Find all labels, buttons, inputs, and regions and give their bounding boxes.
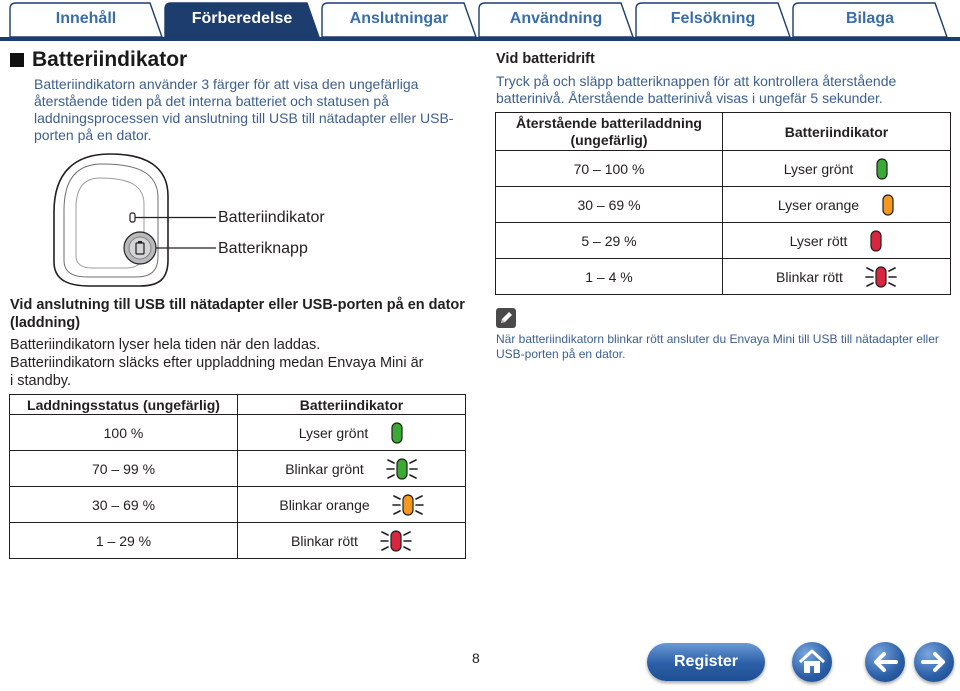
tab-6[interactable]	[791, 3, 949, 37]
tab-bar	[0, 0, 960, 42]
indicator-wrap	[238, 421, 465, 445]
tab-2[interactable]	[163, 3, 321, 37]
battery-level-table	[495, 112, 951, 295]
section-title	[10, 48, 187, 72]
home-icon	[792, 642, 832, 682]
battery-table-cell-indicator	[723, 151, 951, 187]
battery-table-cell-level: 1 – 4 %	[496, 259, 723, 295]
charging-table-row	[10, 415, 466, 451]
forward-button[interactable]	[914, 642, 954, 682]
battery-table-row	[496, 223, 951, 259]
charging-table-cell-level: 100 %	[10, 415, 238, 451]
pencil-icon	[496, 308, 516, 328]
indicator-wrap	[723, 157, 950, 181]
charging-table-cell-level: 1 – 29 %	[10, 523, 238, 559]
battery-mode-text: Tryck på och släpp batteriknappen för att kontrollera återstående batterinivå. Återstående batterinivå visas i ungefär 5 sekunder.	[496, 73, 897, 106]
led-icon	[875, 157, 889, 181]
blinking-led-icon	[380, 529, 412, 553]
battery-table-cell-indicator	[723, 223, 951, 259]
battery-table-row	[496, 151, 951, 187]
register-button[interactable]: Register	[647, 643, 765, 681]
battery-table-header-level: Återstående batteriladdning (ungefärlig)	[496, 113, 723, 151]
charging-table-header-indicator: Batteriindikator	[238, 395, 466, 415]
indicator-text: Lyser orange	[777, 196, 860, 213]
tab-5[interactable]	[634, 3, 792, 37]
indicator-text: Blinkar orange	[279, 496, 370, 513]
section-title-text: Batteriindikator	[32, 48, 188, 71]
battery-mode-heading: Vid batteridrift	[496, 51, 595, 67]
blinking-led-icon	[392, 493, 424, 517]
blinking-led-icon	[386, 457, 418, 481]
tab-4[interactable]	[477, 3, 635, 37]
battery-table-row	[496, 187, 951, 223]
indicator-wrap	[723, 265, 950, 289]
led-icon	[390, 421, 404, 445]
battery-table-row	[496, 259, 951, 295]
battery-table-cell-indicator	[723, 187, 951, 223]
charging-heading: Vid anslutning till USB till nätadapter eller USB-porten på en dator (laddning)	[10, 297, 465, 331]
tab-1[interactable]	[8, 3, 164, 37]
arrow-left-icon	[865, 642, 905, 682]
indicator-text: Lyser grönt	[783, 160, 854, 177]
battery-table-cell-level: 30 – 69 %	[496, 187, 723, 223]
tab-label: Anslutningar	[349, 10, 449, 27]
charging-table-cell-indicator	[238, 523, 466, 559]
home-button[interactable]	[792, 642, 832, 682]
indicator-wrap	[238, 529, 465, 553]
indicator-wrap	[238, 493, 465, 517]
indicator-wrap	[723, 193, 950, 217]
indicator-text: Blinkar grönt	[285, 460, 364, 477]
charging-table-header-status: Laddningsstatus (ungefärlig)	[10, 395, 238, 415]
tab-label: Användning	[509, 10, 603, 27]
back-button[interactable]	[865, 642, 905, 682]
callout-battery-button: Batteriknapp	[218, 240, 308, 257]
tab-label: Felsökning	[670, 10, 756, 27]
charging-line-1: Batteriindikatorn lyser hela tiden när den laddas.	[10, 337, 321, 353]
charging-text	[10, 336, 430, 390]
charging-table	[9, 394, 466, 559]
charging-table-cell-indicator	[238, 451, 466, 487]
battery-table-header-indicator: Batteriindikator	[723, 113, 951, 151]
battery-table-cell-indicator	[723, 259, 951, 295]
charging-table-row	[10, 523, 466, 559]
led-icon	[881, 193, 895, 217]
charging-line-2: Batteriindikatorn släcks efter uppladdning medan Envaya Mini är i standby.	[10, 355, 424, 389]
indicator-text: Lyser rött	[789, 232, 848, 249]
arrow-right-icon	[914, 642, 954, 682]
charging-table-cell-level: 70 – 99 %	[10, 451, 238, 487]
led-icon	[869, 229, 883, 253]
charging-table-cell-level: 30 – 69 %	[10, 487, 238, 523]
charging-table-cell-indicator	[238, 415, 466, 451]
battery-table-cell-level: 5 – 29 %	[496, 223, 723, 259]
tab-3[interactable]	[320, 3, 478, 37]
indicator-text: Blinkar rött	[776, 268, 843, 285]
charging-table-cell-indicator	[238, 487, 466, 523]
note-text: När batteriindikatorn blinkar rött ansluter du Envaya Mini till USB till nätadapter eller USB-porten på en dator.	[496, 332, 939, 361]
indicator-text: Lyser grönt	[298, 424, 369, 441]
blinking-led-icon	[865, 265, 897, 289]
tab-label: Innehåll	[55, 10, 117, 27]
indicator-text: Blinkar rött	[291, 532, 358, 549]
indicator-wrap	[238, 457, 465, 481]
tab-label: Bilaga	[845, 10, 894, 27]
charging-table-row	[10, 451, 466, 487]
page-number: 8	[472, 650, 480, 666]
charging-table-row	[10, 487, 466, 523]
section-intro: Batteriindikatorn använder 3 färger för att visa den ungefärliga återstående tiden på det interna batteriet och statusen på laddningsprocessen vid anslutning till USB till nätadapter eller USB-porten på en dator.	[34, 76, 454, 143]
battery-table-cell-level: 70 – 100 %	[496, 151, 723, 187]
indicator-wrap	[723, 229, 950, 253]
callout-battery-indicator: Batteriindikator	[218, 209, 325, 226]
tab-label: Förberedelse	[191, 10, 293, 27]
square-bullet-icon	[10, 53, 24, 67]
